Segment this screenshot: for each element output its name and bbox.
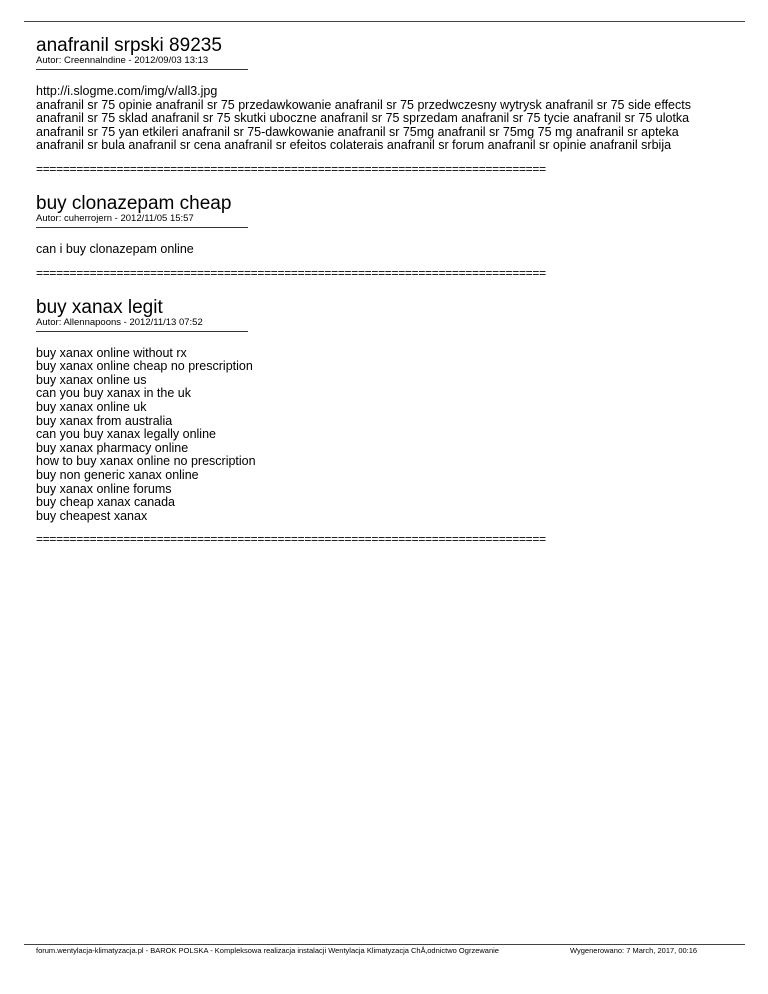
post-text-line: buy xanax pharmacy online	[36, 440, 189, 455]
post-text-line: buy cheapest xanax	[36, 508, 148, 523]
top-rule	[24, 21, 745, 22]
post	[36, 298, 736, 547]
footer-site-info: forum.wentylacja-klimatyzacja.pl - BAROK POLSKA - Kompleksowa realizacja instalacji Wentylacja Klimatyzacja ChÅ‚odnictwo Ogrzewanie	[36, 946, 499, 955]
post-body	[36, 347, 736, 524]
post-text-line: buy xanax from australia	[36, 413, 173, 428]
post-title: anafranil srpski 89235	[36, 35, 222, 56]
post-text-line: buy non generic xanax online	[36, 467, 199, 482]
post-text-line: anafranil sr bula anafranil sr cena anafranil sr efeitos colaterais anafranil sr forum anafranil sr opinie anafranil srbija	[36, 138, 672, 153]
post-text-line: can you buy xanax legally online	[36, 427, 216, 442]
post-text-line: buy xanax online cheap no prescription	[36, 359, 253, 374]
post-text-line: buy cheap xanax canada	[36, 495, 175, 510]
post-meta: Autor: cuherrojern - 2012/11/05 15:57	[36, 212, 194, 224]
post-text-line: buy xanax online us	[36, 372, 147, 387]
post	[36, 36, 736, 176]
post-separator: ============================================================================	[36, 532, 546, 547]
post-body	[36, 243, 736, 257]
post-link[interactable]: http://i.slogme.com/img/v/all3.jpg	[36, 84, 218, 98]
forum-content	[36, 36, 736, 546]
post-text-line: buy xanax online uk	[36, 399, 147, 414]
post-text-line: anafranil sr 75 yan etkileri anafranil sr 75-dawkowanie anafranil sr 75mg anafranil sr 75mg 75 mg anafranil sr apteka	[36, 124, 679, 139]
post-text-line: how to buy xanax online no prescription	[36, 454, 256, 469]
footer-generated-date: Wygenerowano: 7 March, 2017, 00:16	[570, 946, 698, 955]
post-text-line: can i buy clonazepam online	[36, 241, 194, 256]
post-title: buy clonazepam cheap	[36, 192, 232, 214]
meta-rule	[36, 69, 248, 70]
footer-rule	[24, 944, 745, 945]
post-separator: ============================================================================	[36, 265, 546, 280]
post	[36, 194, 736, 280]
post-separator: ============================================================================	[36, 161, 546, 176]
post-text-line: anafranil sr 75 sklad anafranil sr 75 skutki uboczne anafranil sr 75 sprzedam anafranil sr 75 tycie anafranil sr 75 ulotka	[36, 111, 690, 126]
post-meta: Autor: Creennalndine - 2012/09/03 13:13	[36, 55, 209, 66]
post-title: buy xanax legit	[36, 296, 163, 318]
post-text-line: can you buy xanax in the uk	[36, 386, 191, 401]
post-text-line: anafranil sr 75 opinie anafranil sr 75 przedawkowanie anafranil sr 75 przedwczesny wytrysk anafranil sr 75 side effects	[36, 97, 691, 112]
meta-rule	[36, 331, 248, 332]
post-meta: Autor: Allennapoons - 2012/11/13 07:52	[36, 316, 203, 328]
post-body	[36, 85, 736, 153]
page-footer	[36, 946, 736, 958]
post-text-line: buy xanax online without rx	[36, 345, 187, 360]
post-text-line: buy xanax online forums	[36, 481, 172, 496]
meta-rule	[36, 227, 248, 228]
